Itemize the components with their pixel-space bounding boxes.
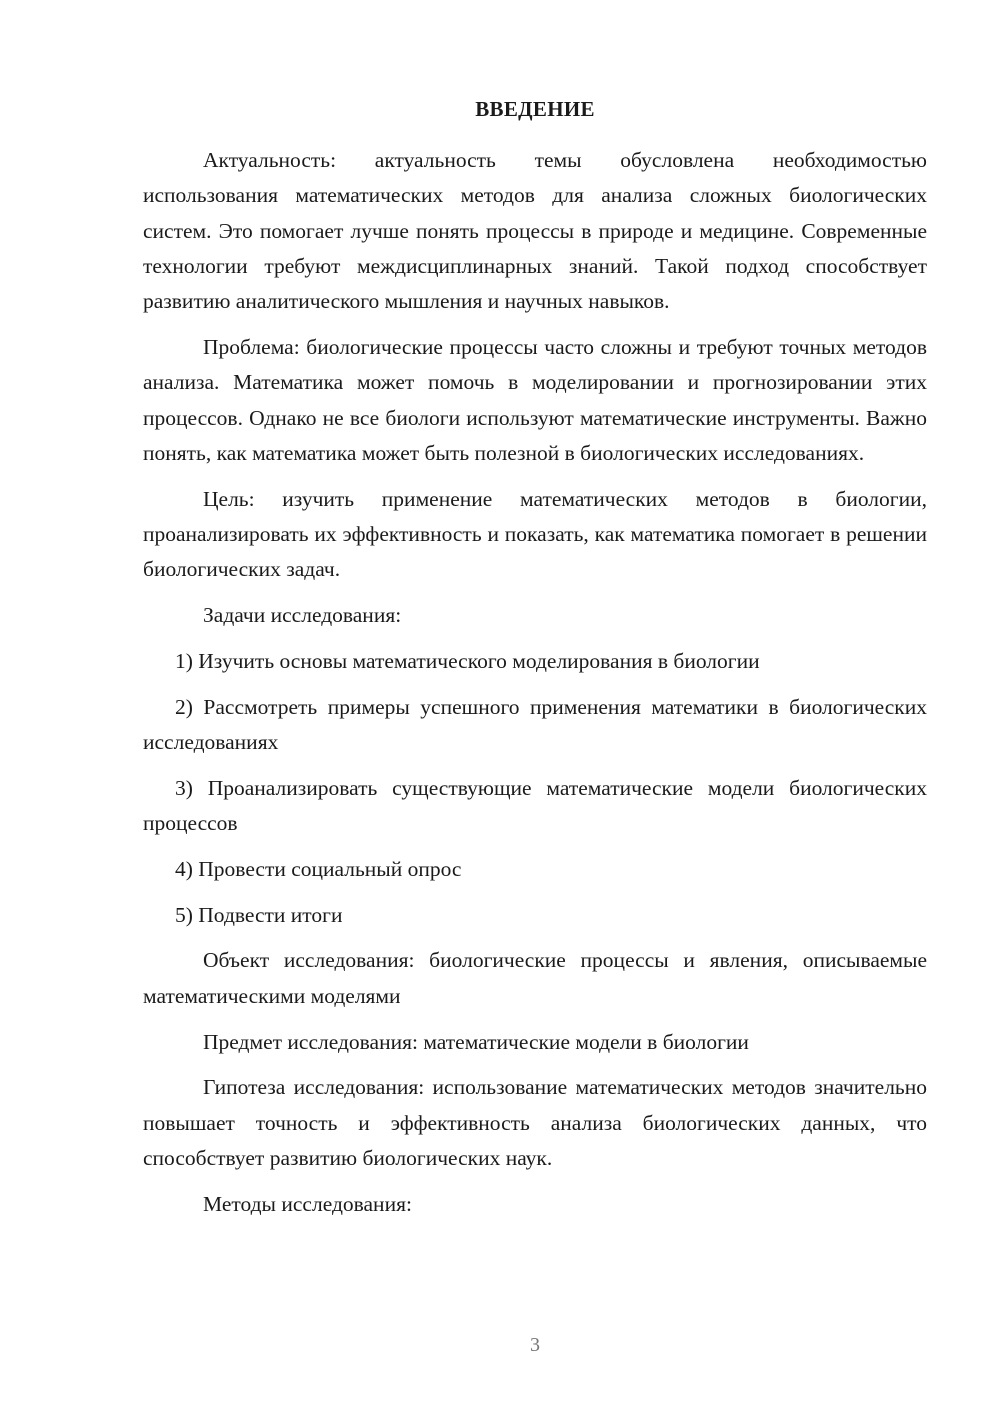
list-item-task-3: 3) Проанализировать существующие математические модели биологических процессов <box>143 775 927 836</box>
document-body <box>143 143 927 1233</box>
paragraph-object: Объект исследования: биологические процессы и явления, описываемые математическими моделями <box>143 948 927 1008</box>
paragraph-relevance: Актуальность: актуальность темы обусловлена необходимостью использования математических методов для анализа сложных биологических систем. Это помогает лучше понять процессы в природе и медицине. Современные технологии требуют междисциплинарных знаний. Такой подход способствует развитию аналитического мышления и научных навыков. <box>143 148 927 314</box>
page-number: 3 <box>530 1334 540 1356</box>
paragraph-tasks-heading: Задачи исследования: <box>203 603 402 628</box>
paragraph-goal: Цель: изучить применение математических методов в биологии, проанализировать их эффективность и показать, как математика помогает в решении биологических задач. <box>143 486 927 582</box>
paragraph-methods: Методы исследования: <box>203 1191 412 1216</box>
paragraph-problem: Проблема: биологические процессы часто сложны и требуют точных методов анализа. Математика может помочь в моделировании и прогнозировании этих процессов. Однако не все биологи используют математические инструменты. Важно понять, как математика может быть полезной в биологических исследованиях. <box>143 334 927 465</box>
list-item-task-4: 4) Провести социальный опрос <box>175 856 462 881</box>
list-item-task-5: 5) Подвести итоги <box>175 902 343 927</box>
page-title: ВВЕДЕНИЕ <box>475 97 595 121</box>
paragraph-hypothesis: Гипотеза исследования: использование математических методов значительно повышает точность и эффективность анализа биологических данных, что способствует развитию биологических наук. <box>143 1075 927 1170</box>
paragraph-subject: Предмет исследования: математические модели в биологии <box>203 1029 749 1054</box>
list-item-task-2: 2) Рассмотреть примеры успешного применения математики в биологических исследованиях <box>143 694 927 754</box>
list-item-task-1: 1) Изучить основы математического моделирования в биологии <box>175 648 760 673</box>
